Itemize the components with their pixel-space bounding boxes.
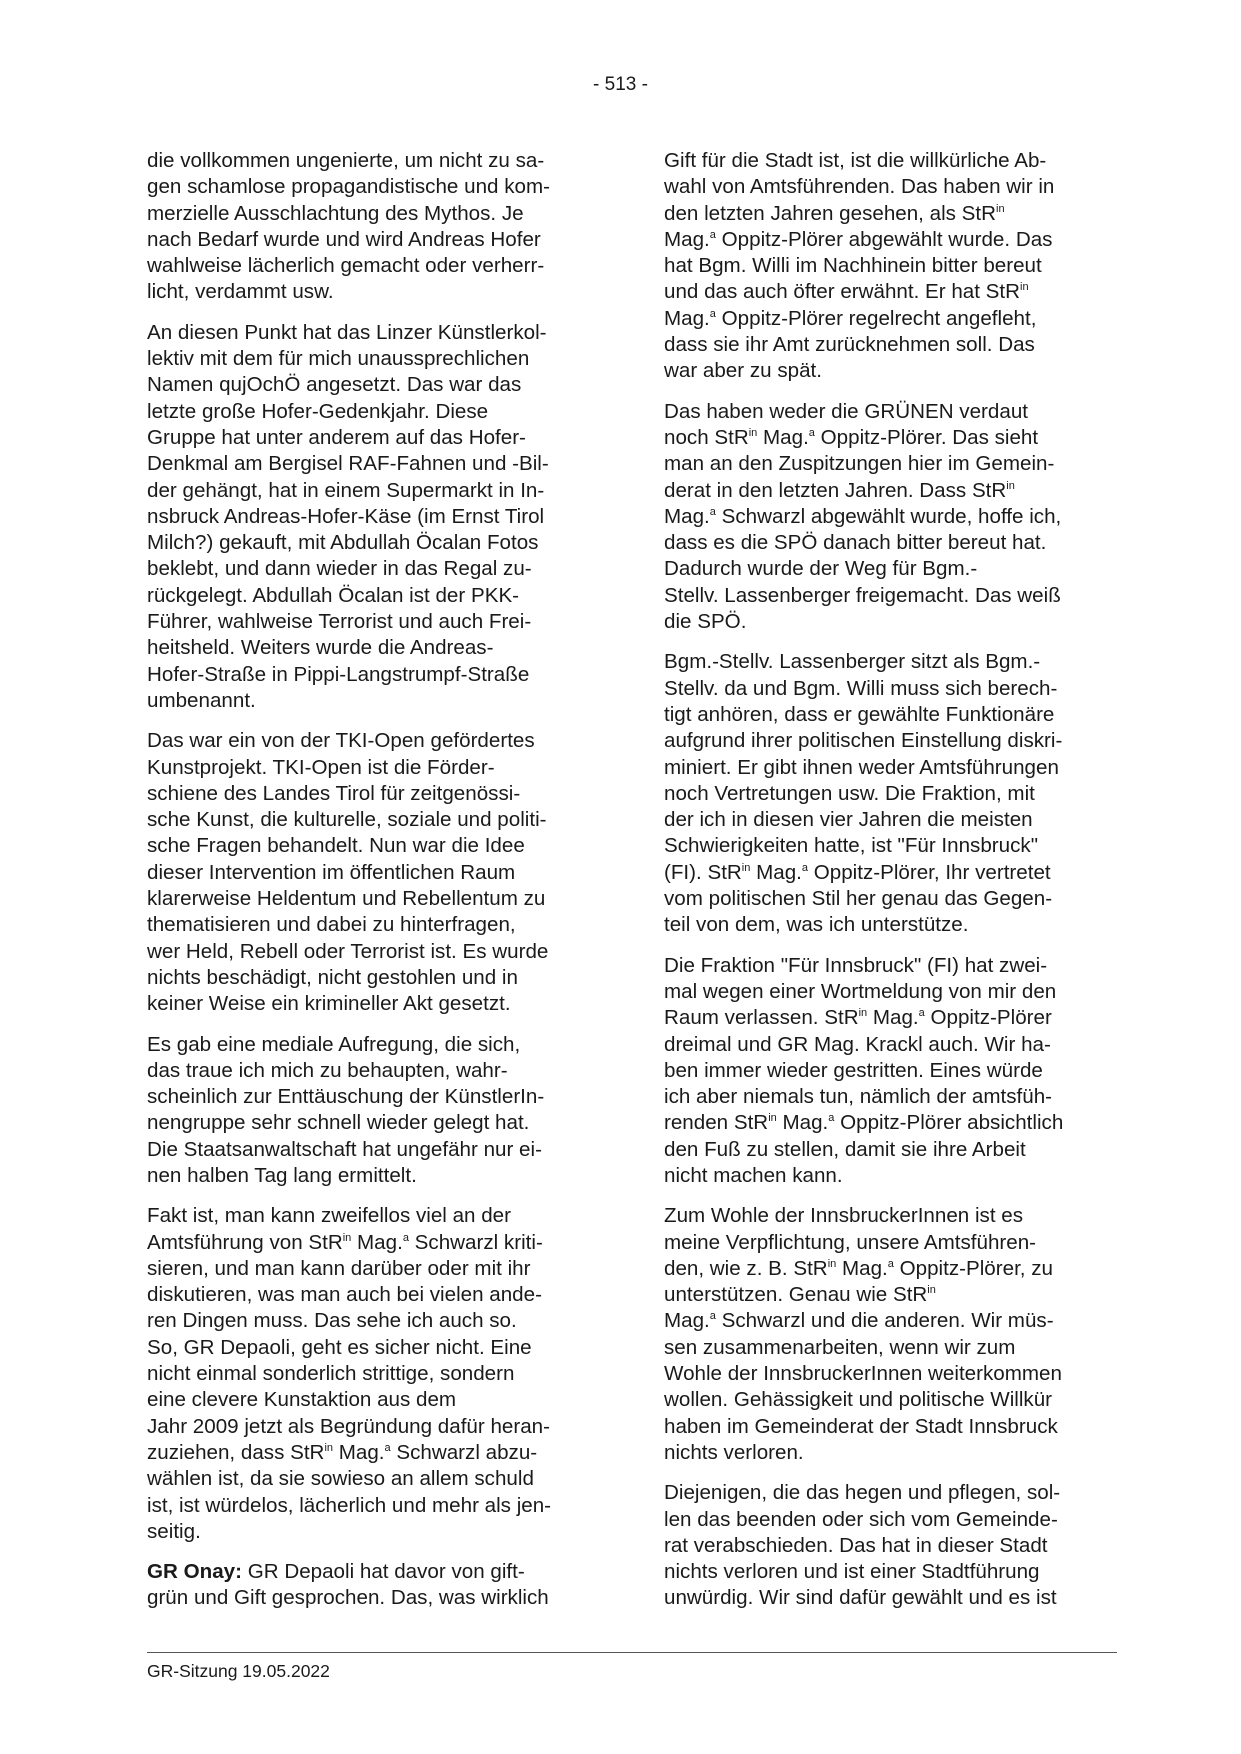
text-line: wählen ist, da sie sowieso an allem schuld	[147, 1467, 534, 1491]
text-line: dreimal und GR Mag. Krackl auch. Wir ha-	[664, 1032, 1051, 1056]
text-line: man an den Zuspitzungen hier im Gemein-	[664, 452, 1055, 476]
text-line: Fakt ist, man kann zweifellos viel an der	[147, 1204, 511, 1228]
text-line: derat in den letzten Jahren. Dass StR$^{in}$	[664, 478, 1015, 502]
text-line: Diejenigen, die das hegen und pflegen, sol-	[664, 1481, 1061, 1505]
text-line: dass sie ihr Amt zurücknehmen soll. Das	[664, 333, 1035, 357]
text-line: letzte große Hofer-Gedenkjahr. Diese	[147, 399, 489, 423]
text-line: den, wie z. B. StR$^{in}$ Mag.$^a$ Oppitz-Plörer, zu	[664, 1256, 1053, 1280]
text-line: nicht machen kann.	[664, 1163, 843, 1187]
text-line: Milch?) gekauft, mit Abdullah Öcalan Fotos	[147, 531, 539, 555]
paragraph	[147, 320, 599, 714]
text-line: seitig.	[147, 1519, 201, 1543]
text-line: Mag.$^a$ Schwarzl abgewählt wurde, hoffe ich,	[664, 504, 1062, 528]
text-line: len das beenden oder sich vom Gemeinde-	[664, 1507, 1058, 1531]
text-line: umbenannt.	[147, 688, 256, 712]
text-line: Das haben weder die GRÜNEN verdaut	[664, 399, 1029, 423]
text-line: Es gab eine mediale Aufregung, die sich,	[147, 1032, 521, 1056]
text-line: Führer, wahlweise Terrorist und auch Frei-	[147, 610, 532, 634]
text-block	[147, 1466, 599, 1545]
text-line: sieren, und man kann darüber oder mit ihr	[147, 1256, 531, 1280]
text-line: tigt anhören, dass er gewählte Funktionäre	[664, 702, 1055, 726]
text-block	[664, 1335, 1116, 1466]
text-line: thematisieren und dabei zu hinterfragen,	[147, 913, 516, 937]
paragraph	[147, 1203, 599, 1545]
paragraph	[147, 148, 599, 306]
text-line: war aber zu spät.	[664, 359, 822, 383]
text-line: nach Bedarf wurde und wird Andreas Hofer	[147, 227, 541, 251]
left-column	[147, 148, 599, 1626]
paragraph	[664, 953, 1116, 1190]
text-line: ren Dingen muss. Das sehe ich auch so.	[147, 1309, 517, 1333]
text-line: merzielle Ausschlachtung des Mythos. Je	[147, 201, 524, 225]
text-line: Die Staatsanwaltschaft hat ungefähr nur ei-	[147, 1137, 542, 1161]
text-line: nichts verloren und ist einer Stadtführung	[664, 1560, 1040, 1584]
text-line: rückgelegt. Abdullah Öcalan ist der PKK-	[147, 583, 520, 607]
text-line: miniert. Er gibt ihnen weder Amtsführungen	[664, 755, 1059, 779]
text-line: Gruppe hat unter anderem auf das Hofer-	[147, 425, 526, 449]
text-line: meine Verpflichtung, unsere Amtsführen-	[664, 1230, 1037, 1254]
text-line: wollen. Gehässigkeit und politische Willkür	[664, 1388, 1053, 1412]
text-line: den Fuß zu stellen, damit sie ihre Arbeit	[664, 1137, 1026, 1161]
text-line: die SPÖ.	[664, 610, 747, 634]
text-line: das traue ich mich zu behaupten, wahr-	[147, 1058, 508, 1082]
text-line: nengruppe sehr schnell wieder gelegt hat.	[147, 1111, 530, 1135]
text-block	[147, 1256, 599, 1440]
text-line: grün und Gift gesprochen. Das, was wirklich	[147, 1586, 549, 1610]
text-line: wahl von Amtsführenden. Das haben wir in	[664, 175, 1055, 199]
text-line: schiene des Landes Tirol für zeitgenössi-	[147, 781, 521, 805]
text-line: haben im Gemeinderat der Stadt Innsbruck	[664, 1414, 1058, 1438]
text-line: (FI). StR$^{in}$ Mag.$^a$ Oppitz-Plörer, Ihr vertretet	[664, 860, 1051, 884]
text-line: gen schamlose propagandistische und kom-	[147, 175, 550, 199]
text-line: rat verabschieden. Das hat in dieser Stadt	[664, 1533, 1048, 1557]
text-line: diskutieren, was man auch bei vielen ande-	[147, 1283, 542, 1307]
text-line: eine clevere Kunstaktion aus dem	[147, 1388, 457, 1412]
paragraph	[664, 399, 1116, 636]
text-line: Schwierigkeiten hatte, ist "Für Innsbruck"	[664, 834, 1039, 858]
paragraph	[664, 649, 1116, 938]
text-line: hat Bgm. Willi im Nachhinein bitter bereut	[664, 254, 1042, 278]
text-line: ben immer wieder gestritten. Eines würde	[664, 1058, 1043, 1082]
right-column	[664, 148, 1116, 1626]
text-block	[664, 649, 1116, 859]
text-line: Kunstprojekt. TKI-Open ist die Förder-	[147, 755, 495, 779]
text-line: So, GR Depaoli, geht es sicher nicht. Eine	[147, 1335, 532, 1359]
text-line: sche Kunst, die kulturelle, soziale und politi-	[147, 808, 547, 832]
text-line: Stellv. Lassenberger freigemacht. Das weiß	[664, 583, 1061, 607]
paragraph	[664, 148, 1116, 385]
text-line: Zum Wohle der InnsbruckerInnen ist es	[664, 1204, 1024, 1228]
text-line: aufgrund ihrer politischen Einstellung diskri-	[664, 729, 1063, 753]
text-line: unwürdig. Wir sind dafür gewählt und es ist	[664, 1586, 1057, 1610]
text-line: wer Held, Rebell oder Terrorist ist. Es wurde	[147, 939, 549, 963]
text-line: teil von dem, was ich unterstütze.	[664, 913, 969, 937]
text-line: Namen qujOchÖ angesetzt. Das war das	[147, 373, 522, 397]
text-line: der gehängt, hat in einem Supermarkt in In-	[147, 478, 545, 502]
text-line: lektiv mit dem für mich unaussprechlichen	[147, 347, 530, 371]
text-line: unterstützen. Genau wie StR$^{in}$	[664, 1283, 936, 1307]
text-line: sche Fragen behandelt. Nun war die Idee	[147, 834, 525, 858]
text-line: Die Fraktion "Für Innsbruck" (FI) hat zwei-	[664, 953, 1048, 977]
text-line: Hofer-Straße in Pippi-Langstrumpf-Straße	[147, 662, 530, 686]
text-line: GR Onay: GR Depaoli hat davor von gift-	[147, 1560, 525, 1584]
paragraph	[664, 1203, 1116, 1466]
text-line: licht, verdammt usw.	[147, 280, 334, 304]
text-line: dieser Intervention im öffentlichen Raum	[147, 860, 516, 884]
text-line: Raum verlassen. StR$^{in}$ Mag.$^a$ Oppitz-Plörer	[664, 1006, 1052, 1030]
text-line: und das auch öfter erwähnt. Er hat StR$^{in}$	[664, 280, 1029, 304]
text-line: Mag.$^a$ Schwarzl und die anderen. Wir müs-	[664, 1309, 1054, 1333]
text-line: noch Vertretungen usw. Die Fraktion, mit	[664, 781, 1035, 805]
text-line: heitsheld. Weiters wurde die Andreas-	[147, 636, 494, 660]
text-line: dass es die SPÖ danach bitter bereut hat.	[664, 531, 1047, 555]
footer-session-date: GR-Sitzung 19.05.2022	[147, 1661, 330, 1681]
text-line: den letzten Jahren gesehen, als StR$^{in}$	[664, 201, 1005, 225]
text-line: mal wegen einer Wortmeldung von mir den	[664, 979, 1057, 1003]
text-line: zuziehen, dass StR$^{in}$ Mag.$^a$ Schwarzl abzu-	[147, 1440, 538, 1464]
paragraph	[664, 1480, 1116, 1611]
text-line: beklebt, und dann wieder in das Regal zu-	[147, 557, 532, 581]
paragraph	[147, 728, 599, 1017]
text-line: keiner Weise ein krimineller Akt gesetzt.	[147, 992, 511, 1016]
text-line: Mag.$^a$ Oppitz-Plörer abgewählt wurde. Das	[664, 227, 1053, 251]
text-line: vom politischen Stil her genau das Gegen-	[664, 887, 1053, 911]
text-line: Bgm.-Stellv. Lassenberger sitzt als Bgm.-	[664, 650, 1041, 674]
text-line: nsbruck Andreas-Hofer-Käse (im Ernst Tirol	[147, 504, 545, 528]
text-line: Gift für die Stadt ist, ist die willkürliche Ab-	[664, 149, 1047, 172]
text-line: klarerweise Heldentum und Rebellentum zu	[147, 887, 546, 911]
text-line: Wohle der InnsbruckerInnen weiterkommen	[664, 1362, 1062, 1386]
text-line: ist, ist würdelos, lächerlich und mehr als jen-	[147, 1493, 552, 1517]
text-line: noch StR$^{in}$ Mag.$^a$ Oppitz-Plörer. Das sieht	[664, 425, 1039, 449]
page-number: - 513 -	[593, 74, 648, 95]
footer-divider	[147, 1652, 1117, 1653]
text-line: Stellv. da und Bgm. Willi muss sich berech-	[664, 676, 1058, 700]
text-line: scheinlich zur Enttäuschung der KünstlerIn-	[147, 1085, 545, 1109]
text-line: sen zusammenarbeiten, wenn wir zum	[664, 1335, 1016, 1359]
text-line: Denkmal am Bergisel RAF-Fahnen und -Bil-	[147, 452, 549, 476]
text-line: Mag.$^a$ Oppitz-Plörer regelrecht angefleht,	[664, 306, 1037, 330]
text-line: nichts verloren.	[664, 1440, 804, 1464]
text-line: ich aber niemals tun, nämlich der amtsfüh-	[664, 1085, 1053, 1109]
text-line: An diesen Punkt hat das Linzer Künstlerkol-	[147, 320, 547, 344]
text-line: nicht einmal sonderlich strittige, sondern	[147, 1362, 515, 1386]
paragraph	[147, 1559, 599, 1612]
paragraph	[147, 1032, 599, 1190]
speaker-name: GR Onay:	[147, 1560, 242, 1584]
text-line: nen halben Tag lang ermittelt.	[147, 1163, 417, 1187]
text-line: die vollkommen ungenierte, um nicht zu sa-	[147, 149, 545, 172]
text-line: Das war ein von der TKI-Open gefördertes	[147, 729, 535, 753]
text-line: Dadurch wurde der Weg für Bgm.-	[664, 557, 978, 581]
text-line: Jahr 2009 jetzt als Begründung dafür heran-	[147, 1414, 550, 1438]
text-line: renden StR$^{in}$ Mag.$^a$ Oppitz-Plörer absichtlich	[664, 1111, 1064, 1135]
text-line: der ich in diesen vier Jahren die meisten	[664, 808, 1033, 832]
text-line: wahlweise lächerlich gemacht oder verherr-	[147, 254, 545, 278]
text-line: nichts beschädigt, nicht gestohlen und in	[147, 965, 518, 989]
text-line: Amtsführung von StR$^{in}$ Mag.$^a$ Schwarzl kriti-	[147, 1230, 543, 1254]
